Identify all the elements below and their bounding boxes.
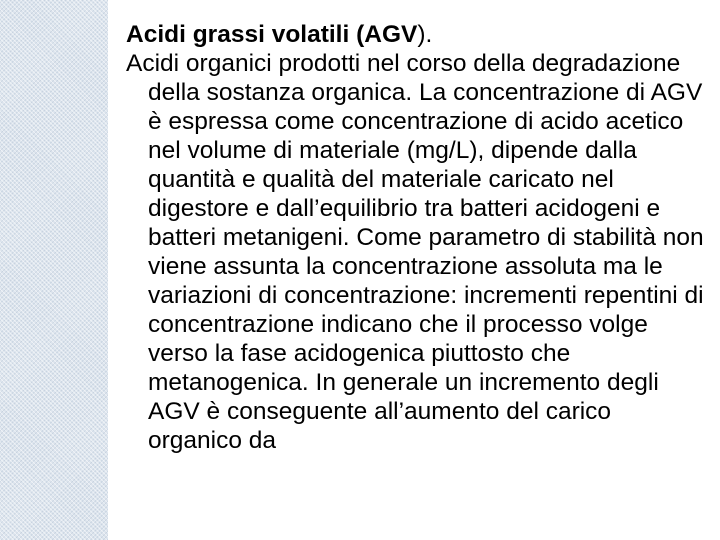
body-paragraph: Acidi organici prodotti nel corso della degradazione della sostanza organica. La concentrazione di AGV è espressa come concentrazione di acido acetico nel volume di materiale (mg/L), dipende dalla quantità e qualità del materiale caricato nel digestore e dall’equilibrio tra batteri acidogeni e batteri metanigeni. Come parametro di stabilità non viene assunta la concentrazione assoluta ma le variazioni di concentrazione: incrementi repentini di concentrazione indicano che il processo volge verso la fase acidogenica piuttosto che metanogenica. In generale un incremento degli AGV è conseguente all’aumento del carico organico da (126, 50, 704, 454)
heading-bold-text: Acidi grassi volatili (AGV (126, 21, 418, 48)
slide-content (126, 20, 711, 455)
slide-heading (126, 20, 711, 49)
heading-tail-text: ). (417, 21, 433, 48)
decorative-side-band (0, 0, 108, 540)
